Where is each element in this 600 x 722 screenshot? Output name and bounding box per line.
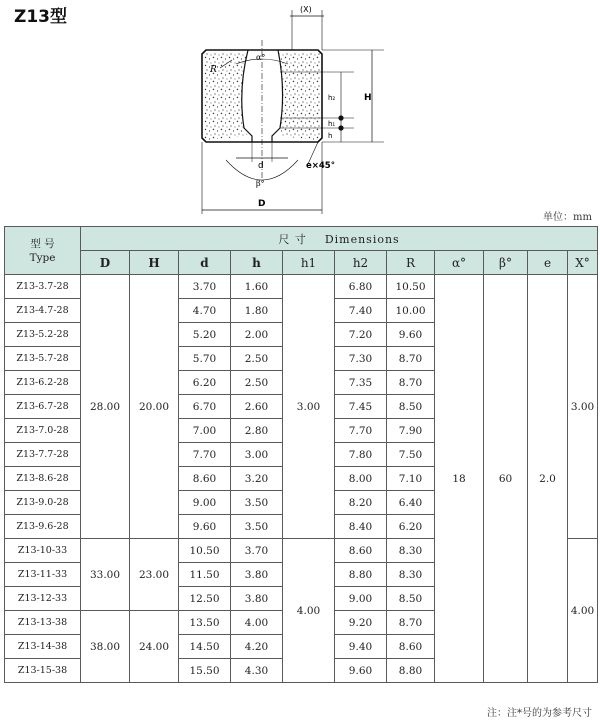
R-cell: 7.10 bbox=[387, 467, 435, 491]
d-cell: 12.50 bbox=[179, 587, 231, 611]
type-cell: Z13-6.7-28 bbox=[5, 395, 81, 419]
h2-cell: 7.20 bbox=[335, 323, 387, 347]
h-cell: 3.50 bbox=[231, 515, 283, 539]
type-cell: Z13-10-33 bbox=[5, 539, 81, 563]
type-cell: Z13-9.0-28 bbox=[5, 491, 81, 515]
R-cell: 8.70 bbox=[387, 347, 435, 371]
h-cell: 3.80 bbox=[231, 563, 283, 587]
e-cell: 2.0 bbox=[528, 275, 568, 683]
unit-note: 单位：mm bbox=[543, 212, 592, 223]
d-cell: 15.50 bbox=[179, 659, 231, 683]
h2-cell: 7.70 bbox=[335, 419, 387, 443]
d-cell: 6.20 bbox=[179, 371, 231, 395]
d-cell: 8.60 bbox=[179, 467, 231, 491]
h-cell: 2.50 bbox=[231, 347, 283, 371]
H-label: H bbox=[364, 93, 372, 103]
dimensions-header: 尺 寸 Dimensions bbox=[81, 227, 598, 251]
h1-label: h₁ bbox=[328, 120, 336, 128]
type-cell: Z13-7.7-28 bbox=[5, 443, 81, 467]
H-cell: 24.00 bbox=[130, 611, 179, 683]
h-cell: 3.80 bbox=[231, 587, 283, 611]
h-cell: 1.60 bbox=[231, 275, 283, 299]
h2-cell: 7.40 bbox=[335, 299, 387, 323]
d-cell: 10.50 bbox=[179, 539, 231, 563]
beta-cell: 60 bbox=[484, 275, 528, 683]
col-header: D bbox=[81, 251, 130, 275]
h-cell: 2.50 bbox=[231, 371, 283, 395]
d-cell: 4.70 bbox=[179, 299, 231, 323]
R-cell: 7.50 bbox=[387, 443, 435, 467]
col-header: α° bbox=[435, 251, 484, 275]
type-cell: Z13-8.6-28 bbox=[5, 467, 81, 491]
H-cell: 20.00 bbox=[130, 275, 179, 539]
d-cell: 13.50 bbox=[179, 611, 231, 635]
R-cell: 8.80 bbox=[387, 659, 435, 683]
radius-label: R bbox=[210, 65, 217, 75]
type-cell: Z13-5.7-28 bbox=[5, 347, 81, 371]
h2-cell: 7.45 bbox=[335, 395, 387, 419]
h2-cell: 9.20 bbox=[335, 611, 387, 635]
R-cell: 8.60 bbox=[387, 635, 435, 659]
col-header: e bbox=[528, 251, 568, 275]
h2-cell: 8.80 bbox=[335, 563, 387, 587]
R-cell: 8.50 bbox=[387, 587, 435, 611]
col-header: β° bbox=[484, 251, 528, 275]
x-dim-label: (X) bbox=[300, 5, 312, 14]
D-cell: 28.00 bbox=[81, 275, 130, 539]
h2-cell: 8.20 bbox=[335, 491, 387, 515]
col-header: h1 bbox=[283, 251, 335, 275]
beta-label: β° bbox=[256, 179, 265, 188]
d-cell: 5.70 bbox=[179, 347, 231, 371]
type-cell: Z13-14-38 bbox=[5, 635, 81, 659]
R-cell: 7.90 bbox=[387, 419, 435, 443]
R-cell: 6.20 bbox=[387, 515, 435, 539]
h-cell: 2.00 bbox=[231, 323, 283, 347]
type-cell: Z13-13-38 bbox=[5, 611, 81, 635]
R-cell: 10.50 bbox=[387, 275, 435, 299]
h2-cell: 7.30 bbox=[335, 347, 387, 371]
e-chamfer-label: e×45° bbox=[306, 161, 335, 171]
X-cell: 4.00 bbox=[568, 539, 598, 683]
d-cell: 9.00 bbox=[179, 491, 231, 515]
D-cell: 33.00 bbox=[81, 539, 130, 611]
type-cell: Z13-11-33 bbox=[5, 563, 81, 587]
h1-cell: 3.00 bbox=[283, 275, 335, 539]
h-cell: 4.30 bbox=[231, 659, 283, 683]
type-cell: Z13-5.2-28 bbox=[5, 323, 81, 347]
col-header: h bbox=[231, 251, 283, 275]
R-cell: 8.30 bbox=[387, 539, 435, 563]
col-header: d bbox=[179, 251, 231, 275]
d-cell: 5.20 bbox=[179, 323, 231, 347]
d-cell: 11.50 bbox=[179, 563, 231, 587]
type-cell: Z13-7.0-28 bbox=[5, 419, 81, 443]
R-cell: 8.70 bbox=[387, 611, 435, 635]
abrasive-right bbox=[278, 52, 320, 140]
h-cell: 3.00 bbox=[231, 443, 283, 467]
type-cell: Z13-12-33 bbox=[5, 587, 81, 611]
alpha-label: α° bbox=[256, 53, 266, 62]
type-header: 型 号 Type bbox=[5, 227, 81, 275]
h1-cell: 4.00 bbox=[283, 539, 335, 683]
h2-cell: 9.40 bbox=[335, 635, 387, 659]
D-cell: 38.00 bbox=[81, 611, 130, 683]
h2-cell: 7.80 bbox=[335, 443, 387, 467]
type-cell: Z13-9.6-28 bbox=[5, 515, 81, 539]
page-title: Z13型 bbox=[14, 7, 67, 27]
h-cell: 1.80 bbox=[231, 299, 283, 323]
h2-label: h₂ bbox=[328, 94, 336, 102]
R-cell: 8.70 bbox=[387, 371, 435, 395]
col-header: X° bbox=[568, 251, 598, 275]
d-cell: 14.50 bbox=[179, 635, 231, 659]
h2-cell: 9.60 bbox=[335, 659, 387, 683]
h-cell: 4.20 bbox=[231, 635, 283, 659]
col-header: R bbox=[387, 251, 435, 275]
type-cell: Z13-4.7-28 bbox=[5, 299, 81, 323]
d-cell: 3.70 bbox=[179, 275, 231, 299]
d-cell: 7.00 bbox=[179, 419, 231, 443]
d-cell: 9.60 bbox=[179, 515, 231, 539]
spec-table bbox=[4, 226, 598, 683]
d-cell: 7.70 bbox=[179, 443, 231, 467]
h-cell: 3.20 bbox=[231, 467, 283, 491]
alpha-cell: 18 bbox=[435, 275, 484, 683]
h2-cell: 7.35 bbox=[335, 371, 387, 395]
R-cell: 9.60 bbox=[387, 323, 435, 347]
R-cell: 6.40 bbox=[387, 491, 435, 515]
R-cell: 8.50 bbox=[387, 395, 435, 419]
h-cell: 4.00 bbox=[231, 611, 283, 635]
type-cell: Z13-3.7-28 bbox=[5, 275, 81, 299]
R-cell: 8.30 bbox=[387, 563, 435, 587]
H-cell: 23.00 bbox=[130, 539, 179, 611]
type-cell: Z13-6.2-28 bbox=[5, 371, 81, 395]
col-header: h2 bbox=[335, 251, 387, 275]
d-cell: 6.70 bbox=[179, 395, 231, 419]
type-cell: Z13-15-38 bbox=[5, 659, 81, 683]
h-cell: 2.80 bbox=[231, 419, 283, 443]
X-cell: 3.00 bbox=[568, 275, 598, 539]
h-cell: 3.70 bbox=[231, 539, 283, 563]
col-header: H bbox=[130, 251, 179, 275]
h2-cell: 8.60 bbox=[335, 539, 387, 563]
h2-cell: 8.40 bbox=[335, 515, 387, 539]
d-label: d bbox=[258, 161, 264, 171]
R-cell: 10.00 bbox=[387, 299, 435, 323]
h2-cell: 9.00 bbox=[335, 587, 387, 611]
D-label: D bbox=[258, 199, 266, 209]
h-cell: 3.50 bbox=[231, 491, 283, 515]
footnote: 注：注*号的为参考尺寸 bbox=[487, 708, 592, 719]
table-row bbox=[5, 275, 598, 299]
technical-drawing bbox=[196, 0, 396, 220]
h2-cell: 8.00 bbox=[335, 467, 387, 491]
h-cell: 2.60 bbox=[231, 395, 283, 419]
h2-cell: 6.80 bbox=[335, 275, 387, 299]
h-label: h bbox=[328, 132, 333, 140]
